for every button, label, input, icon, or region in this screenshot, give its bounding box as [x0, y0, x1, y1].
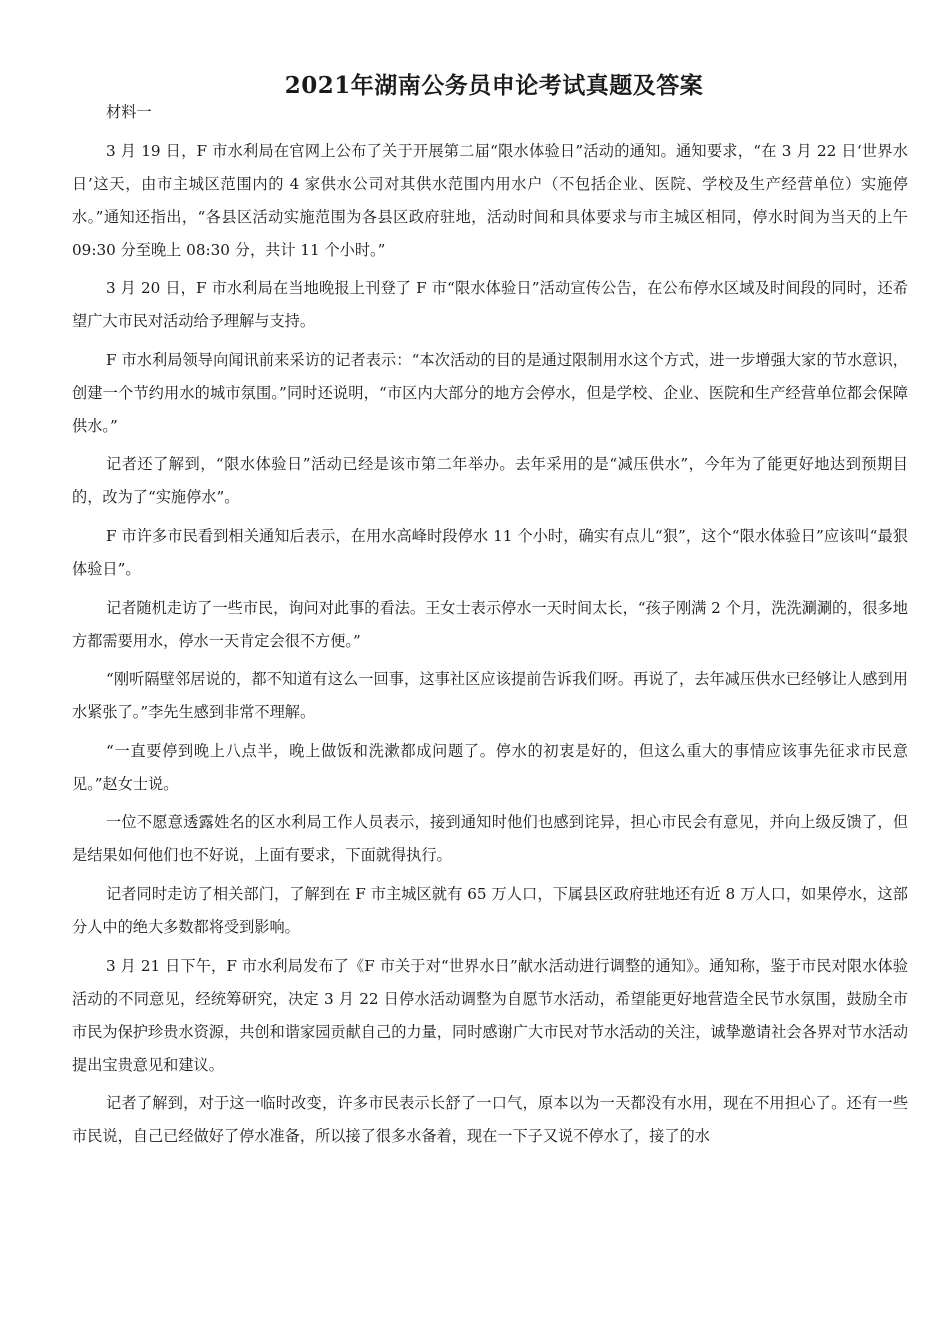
paragraph: 记者随机走访了一些市民，询问对此事的看法。王女士表示停水一天时间太长，“孩子刚满 2 个月，洗洗涮涮的，很多地方都需要用水，停水一天肯定会很不方便。” [72, 598, 908, 650]
paragraph: “刚听隔壁邻居说的，都不知道有这么一回事，这事社区应该提前告诉我们呀。再说了，去年减压供水已经够让人感到用水紧张了。”李先生感到非常不理解。 [72, 670, 908, 722]
paragraph: 3 月 20 日，F 市水利局在当地晚报上刊登了 F 市“限水体验日”活动宣传公告，在公布停水区域及时间段的同时，还希望广大市民对活动给予理解与支持。 [72, 279, 908, 331]
document-body [72, 96, 908, 1159]
paragraph: 记者还了解到，“限水体验日”活动已经是该市第二年举办。去年采用的是“减压供水”，今年为了能更好地达到预期目的，改为了“实施停水”。 [72, 455, 908, 507]
paragraph: 记者了解到，对于这一临时改变，许多市民表示长舒了一口气，原本以为一天都没有水用，现在不用担心了。还有一些市民说，自己已经做好了停水准备，所以接了很多水备着，现在一下子又说不停水了，接了的水 [72, 1094, 908, 1146]
paragraph: 记者同时走访了相关部门，了解到在 F 市主城区就有 65 万人口，下属县区政府驻地还有近 8 万人口，如果停水，这部分人中的绝大多数都将受到影响。 [72, 884, 908, 936]
paragraph: F 市许多市民看到相关通知后表示，在用水高峰时段停水 11 个小时，确实有点儿“狠”，这个“限水体验日”应该叫“最狠体验日”。 [72, 526, 908, 578]
paragraph: 3 月 19 日，F 市水利局在官网上公布了关于开展第二届“限水体验日”活动的通知。通知要求，“在 3 月 22 日‘世界水日’这天，由市主城区范围内的 4 家供水公司对其供水范围内用水户（不包括企业、医院、学校及生产经营单位）实施停水。”通知还指出，“各县区活动实施范围为各县区政府驻地，活动时间和具体要求与市主城区相同，停水时间为当天的上午 09:30 分至晚上 08:30 分，共计 11 个小时。” [72, 141, 908, 259]
section-label: 材料一 [106, 103, 152, 121]
paragraph: F 市水利局领导向闻讯前来采访的记者表示：“本次活动的目的是通过限制用水这个方式，进一步增强大家的节水意识，创建一个节约用水的城市氛围。”同时还说明，“市区内大部分的地方会停水，但是学校、企业、医院和生产经营单位都会保障供水。” [72, 350, 908, 435]
paragraph: “一直要停到晚上八点半，晚上做饭和洗漱都成问题了。停水的初衷是好的，但这么重大的事情应该事先征求市民意见。”赵女士说。 [72, 741, 908, 793]
paragraph: 一位不愿意透露姓名的区水利局工作人员表示，接到通知时他们也感到诧异，担心市民会有意见，并向上级反馈了，但是结果如何他们也不好说，上面有要求，下面就得执行。 [72, 813, 908, 865]
document-title: 2021年湖南公务员申论考试真题及答案 [284, 72, 704, 100]
paragraph: 3 月 21 日下午，F 市水利局发布了《F 市关于对“世界水日”献水活动进行调整的通知》。通知称，鉴于市民对限水体验活动的不同意见，经统筹研究，决定 3 月 22 日停水活动调整为自愿节水活动，希望能更好地营造全民节水氛围，鼓励全市市民为保护珍贵水资源，共创和谐家园贡献自己的力量，同时感谢广大市民对节水活动的关注，诚挚邀请社会各界对节水活动提出宝贵意见和建议。 [72, 956, 908, 1074]
